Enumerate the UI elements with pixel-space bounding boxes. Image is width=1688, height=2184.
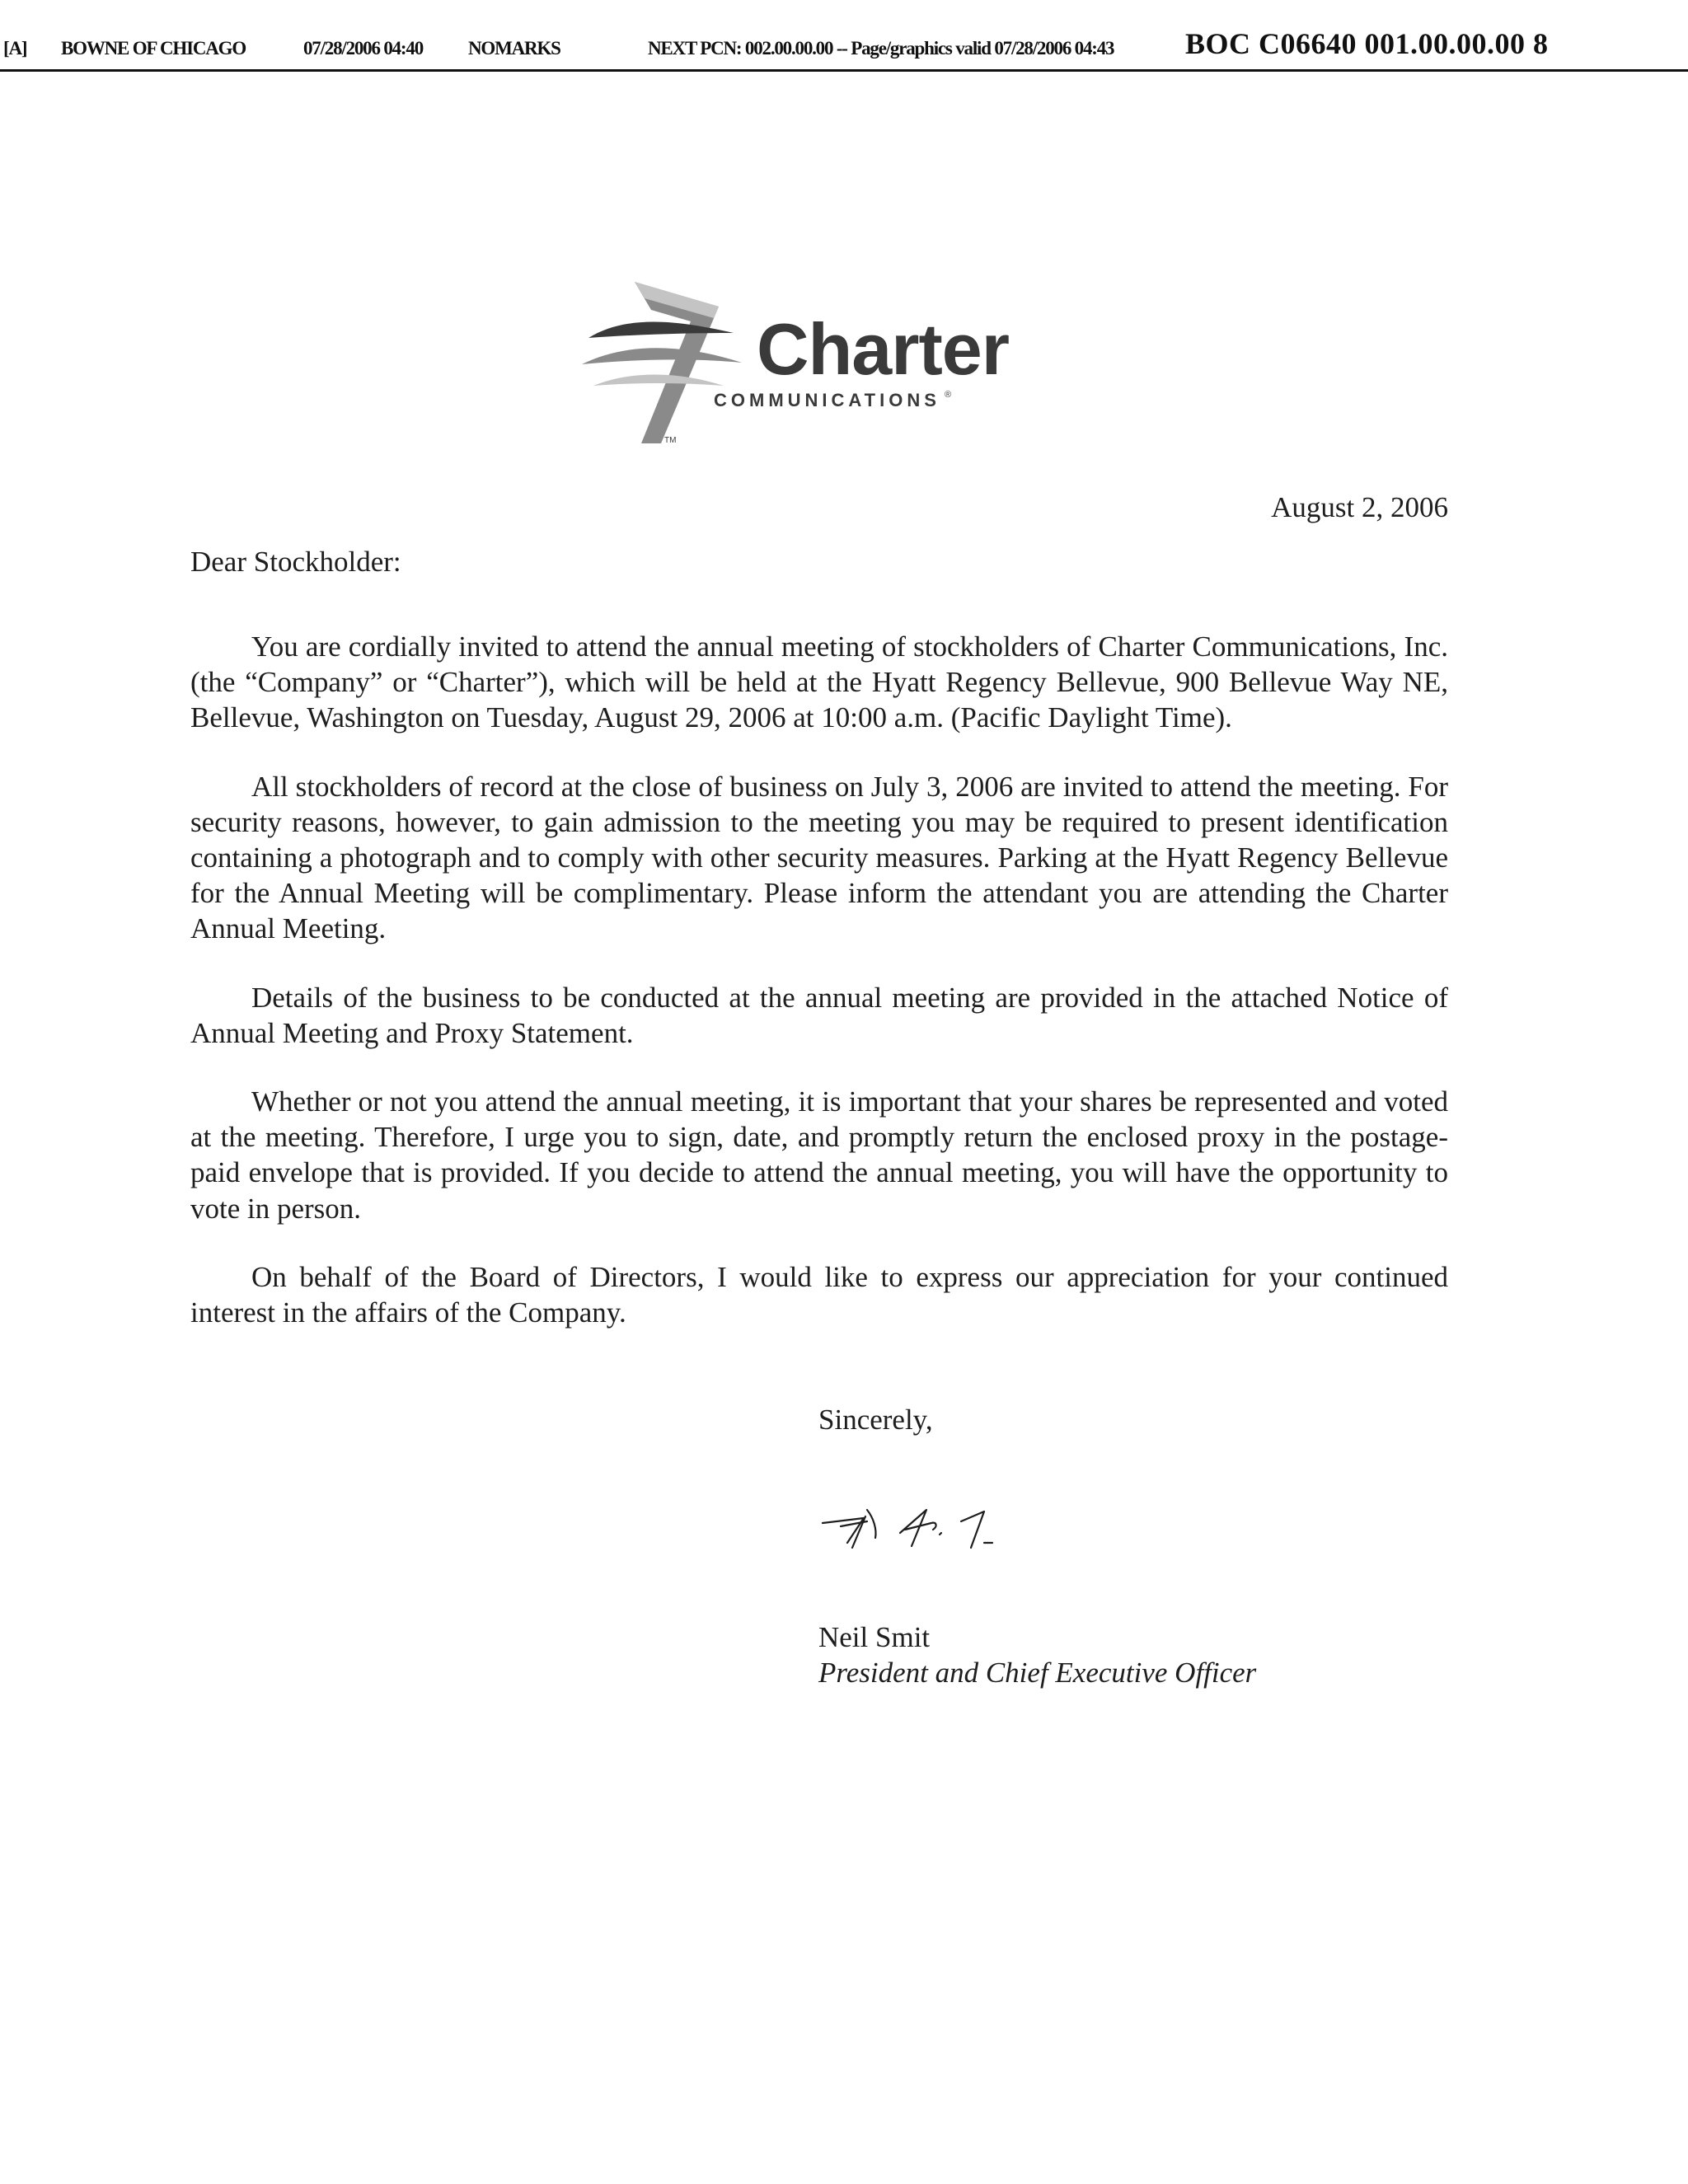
paragraph-appreciation: On behalf of the Board of Directors, I would like to express our appreciation for your continued interest in the affairs of the Company. <box>190 1260 1448 1329</box>
paragraph-admission: All stockholders of record at the close of business on July 3, 2006 are invited to attend the meeting. For security reasons, however, to gain admission to the meeting you may be required to present identification containing a photograph and to comply with other security measures. Parking at the Hyatt Regency Bellevue for the Annual Meeting will be complimentary. Please inform the attendant you are attending the Charter Annual Meeting. <box>190 770 1448 945</box>
closing: Sincerely, <box>818 1404 933 1436</box>
salutation: Dear Stockholder: <box>190 546 401 578</box>
letter-date: August 2, 2006 <box>1271 491 1448 523</box>
header-next-pcn: NEXT PCN: 002.00.00.00 -- Page/graphics valid 07/28/2006 04:43 <box>648 38 1114 59</box>
printer-header <box>0 27 1688 72</box>
charter-logo <box>577 272 1071 453</box>
signature-image <box>816 1493 1030 1559</box>
paragraph-business: Details of the business to be conducted at the annual meeting are provided in the attached Notice of Annual Meeting and Proxy Statement. <box>190 981 1448 1049</box>
header-code: [A] <box>3 38 27 59</box>
letter-body <box>190 629 1448 1363</box>
header-marks: NOMARKS <box>468 38 560 59</box>
logo-swoosh-top <box>588 322 734 339</box>
signature <box>816 1493 1030 1559</box>
header-doc-id: BOC C06640 001.00.00.00 8 <box>1185 27 1549 60</box>
logo-subtitle: COMMUNICATIONS <box>714 390 940 410</box>
signer-title: President and Chief Executive Officer <box>818 1657 1257 1689</box>
paragraph-proxy: Whether or not you attend the annual meeting, it is important that your shares be represented and voted at the meeting. Therefore, I urge you to sign, date, and promptly return the enclosed proxy in the postage-paid envelope that is provided. If you decide to attend the annual meeting, you will have the opportunity to vote in person. <box>190 1085 1448 1225</box>
paragraph-invitation: You are cordially invited to attend the annual meeting of stockholders of Charter Communications, Inc. (the “Company” or “Charter”), which will be held at the Hyatt Regency Bellevue, 900 Bellevue Way NE, Bellevue, Washington on Tuesday, August 29, 2006 at 10:00 a.m. (Pacific Daylight Time). <box>190 630 1448 734</box>
logo-swoosh-middle <box>582 348 742 364</box>
header-printer: BOWNE OF CHICAGO <box>61 38 246 59</box>
logo-swoosh-bottom <box>593 374 724 386</box>
logo-registered-mark: ® <box>945 390 952 400</box>
logo-trademark: TM <box>664 436 677 445</box>
signer-name: Neil Smit <box>818 1621 931 1653</box>
charter-logo-graphic <box>577 272 1071 453</box>
logo-wordmark: Charter <box>757 308 1009 390</box>
header-timestamp: 07/28/2006 04:40 <box>303 38 423 59</box>
